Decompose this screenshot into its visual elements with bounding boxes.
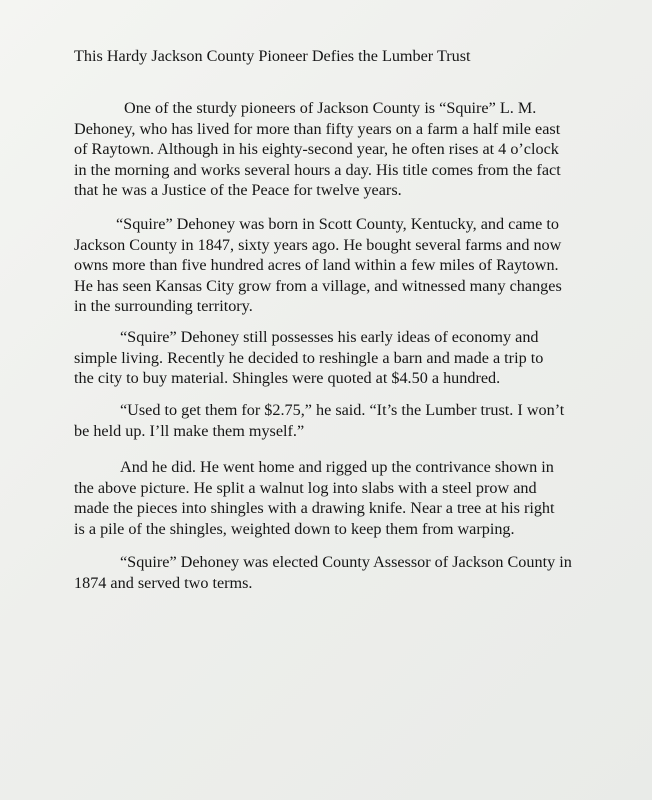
paragraph-2-line-2: Jackson County in 1847, sixty years ago. He bought several farms and now — [74, 235, 562, 254]
paragraph-5 — [74, 457, 614, 539]
paragraph-5-line-3: made the pieces into shingles with a drawing knife. Near a tree at his right — [74, 499, 555, 517]
paragraph-4-line-1: “Used to get them for $2.75,” he said. “It’s the Lumber trust. I won’t — [120, 401, 565, 419]
paragraph-2-line-1: “Squire” Dehoney was born in Scott County, Kentucky, and came to — [116, 215, 559, 233]
paragraph-1-line-3: of Raytown. Although in his eighty-second year, he often rises at 4 o’clock — [74, 140, 559, 158]
paragraph-5-line-2: the above picture. He split a walnut log into slabs with a steel prow and — [74, 478, 537, 497]
paragraph-6-line-2: 1874 and served two terms. — [74, 573, 253, 592]
paragraph-6 — [74, 552, 614, 593]
paragraph-3 — [74, 327, 614, 389]
paragraph-3-line-1: “Squire” Dehoney still possesses his early ideas of economy and — [120, 328, 539, 346]
paragraph-4-line-2: be held up. I’ll make them myself.” — [74, 421, 305, 440]
paragraph-4 — [74, 400, 614, 441]
paragraph-5-line-4: is a pile of the shingles, weighted down to keep them from warping. — [74, 519, 515, 538]
paragraph-1 — [74, 98, 614, 201]
paragraph-1-line-5: that he was a Justice of the Peace for twelve years. — [74, 181, 402, 199]
paragraph-2-line-4: He has seen Kansas City grow from a village, and witnessed many changes — [74, 276, 562, 295]
paragraph-1-line-2: Dehoney, who has lived for more than fifty years on a farm a half mile east — [74, 119, 561, 138]
paragraph-2-line-3: owns more than five hundred acres of land within a few miles of Raytown. — [74, 256, 559, 274]
paragraph-2-line-5: in the surrounding territory. — [74, 297, 253, 315]
paragraph-1-line-4: in the morning and works several hours a day. His title comes from the fact — [74, 160, 561, 179]
paragraph-1-line-1: One of the sturdy pioneers of Jackson County is “Squire” L. M. — [124, 99, 537, 117]
document-title: This Hardy Jackson County Pioneer Defies the Lumber Trust — [74, 47, 471, 65]
paragraph-3-line-3: the city to buy material. Shingles were quoted at $4.50 a hundred. — [74, 369, 501, 387]
paragraph-6-line-1: “Squire” Dehoney was elected County Assessor of Jackson County in — [120, 553, 572, 571]
paragraph-2 — [74, 214, 614, 317]
paragraph-3-line-2: simple living. Recently he decided to reshingle a barn and made a trip to — [74, 348, 544, 367]
paragraph-5-line-1: And he did. He went home and rigged up the contrivance shown in — [120, 458, 554, 476]
